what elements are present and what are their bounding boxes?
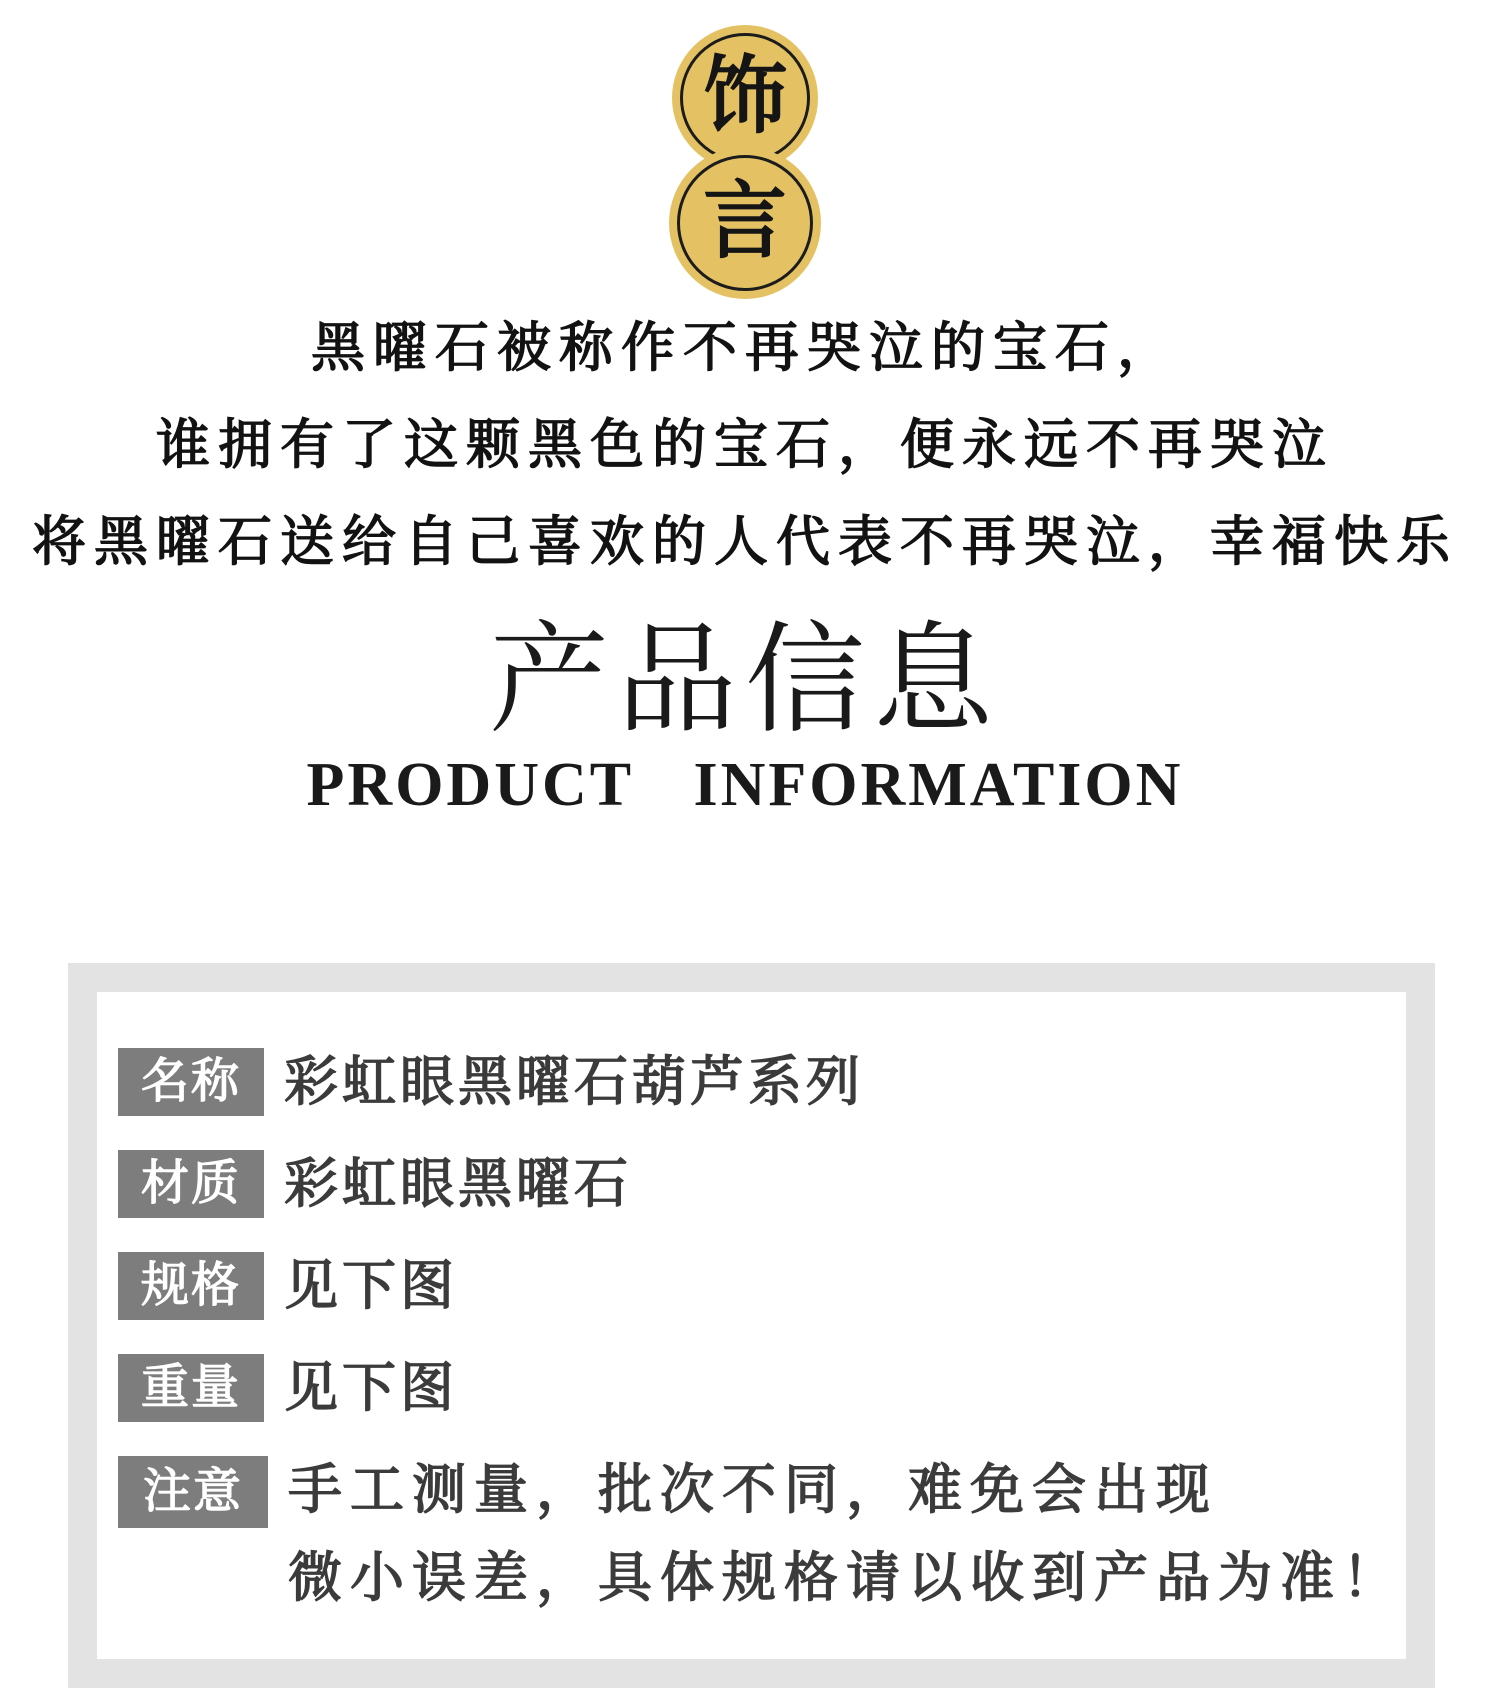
info-label-material: 材质 [118,1150,264,1218]
info-value-note-line-2: 微小误差，具体规格请以收到产品为准！ [288,1548,1405,1608]
info-value-weight: 见下图 [284,1358,459,1418]
product-info-box [68,963,1435,1688]
info-row-material [118,1150,1386,1218]
intro-poem [0,300,1490,591]
info-row-name [118,1048,1386,1116]
brand-char-top: 饰 [702,51,787,144]
brand-logo [669,25,821,297]
intro-line-2: 谁拥有了这颗黑色的宝石，便永远不再哭泣 [156,415,1334,475]
info-row-spec [118,1252,1386,1320]
intro-line-1: 黑曜石被称作不再哭泣的宝石， [311,318,1179,378]
info-value-material: 彩虹眼黑曜石 [284,1154,633,1214]
info-label-note: 注意 [118,1456,268,1528]
intro-line-3: 将黑曜石送给自己喜欢的人代表不再哭泣，幸福快乐 [32,512,1458,572]
info-label-name: 名称 [118,1048,264,1116]
section-subtitle: PRODUCT INFORMATION [306,751,1184,819]
info-label-spec: 规格 [118,1252,264,1320]
info-value-name: 彩虹眼黑曜石葫芦系列 [284,1052,865,1112]
info-row-note [118,1456,1405,1622]
info-row-weight [118,1354,1386,1422]
info-label-weight: 重量 [118,1354,264,1422]
section-title: 产品信息 [489,614,1001,747]
brand-char-bottom: 言 [702,176,787,269]
info-value-note [288,1446,1404,1622]
brand-coin-bottom [669,147,821,299]
info-value-note-line-1: 手工测量，批次不同，难免会出现 [288,1460,1219,1520]
info-value-spec: 见下图 [284,1256,459,1316]
